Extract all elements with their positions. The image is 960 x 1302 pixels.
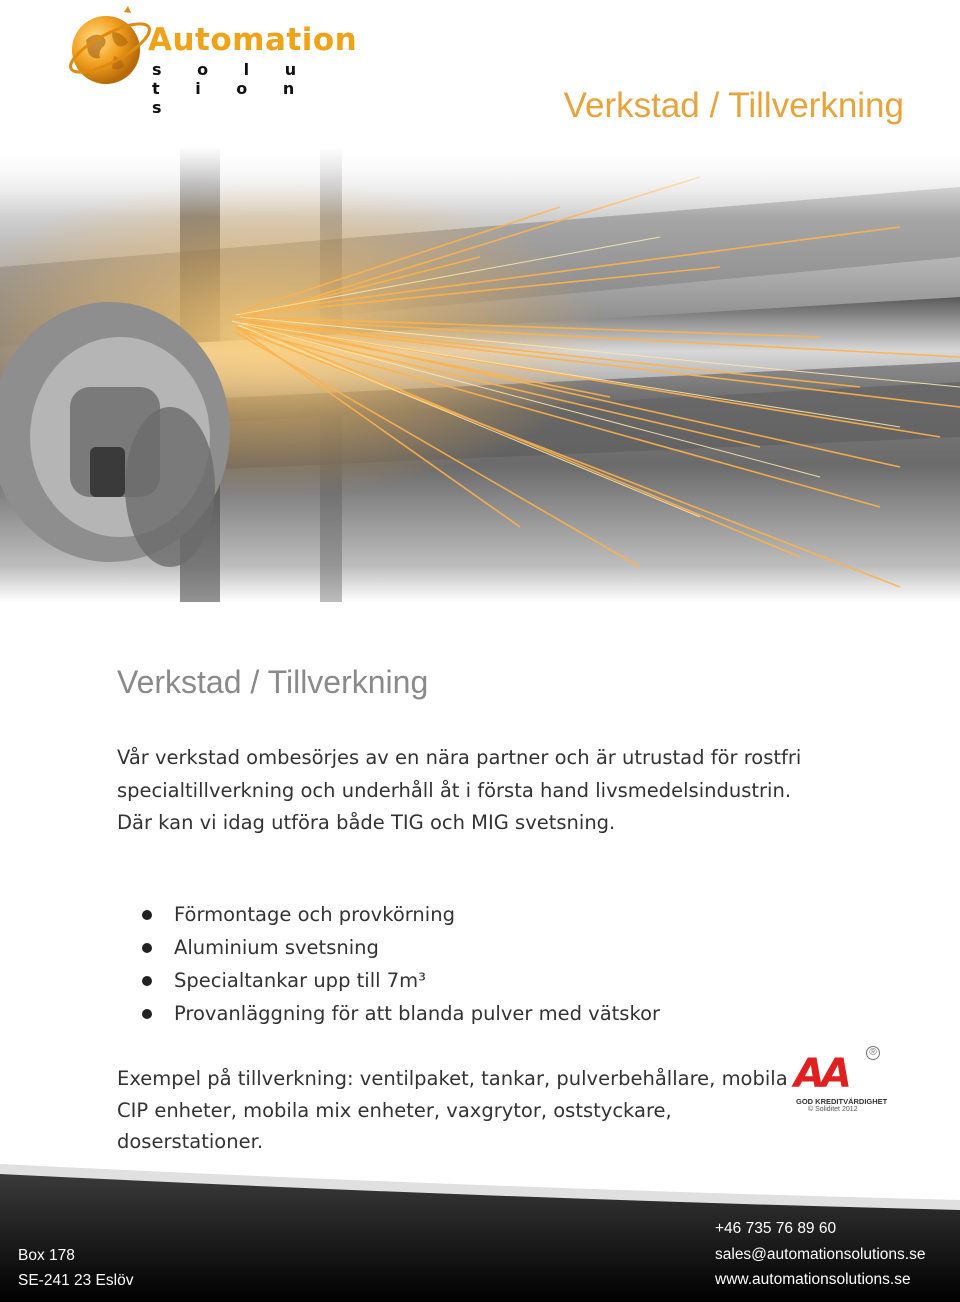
- hero-image: [0, 147, 960, 602]
- badge-copyright: © Soliditet 2012: [808, 1106, 858, 1113]
- bullet-icon: [142, 943, 152, 953]
- list-item: Provanläggning för att blanda pulver med vätskor: [142, 997, 660, 1030]
- address-line: Box 178: [18, 1247, 75, 1264]
- footer-address: [18, 1243, 133, 1293]
- website-link[interactable]: www.automationsolutions.se: [715, 1271, 911, 1288]
- badge-letters: AA: [794, 1051, 848, 1097]
- example-paragraph: Exempel på tillverkning: ventilpaket, tankar, pulverbehållare, mobila CIP enheter, mobila mix enheter, vaxgrytor, oststyckare, doserstationer.: [117, 1067, 788, 1153]
- address-line: SE-241 23 Eslöv: [18, 1272, 134, 1289]
- grinding-sparks-image: [0, 147, 960, 602]
- list-item: Aluminium svetsning: [142, 931, 660, 964]
- company-logo: [64, 4, 358, 117]
- list-item: Förmontage och provkörning: [142, 898, 660, 931]
- bullet-icon: [142, 910, 152, 920]
- main-heading: Verkstad / Tillverkning: [117, 664, 429, 700]
- registered-mark-icon: ®: [866, 1046, 880, 1060]
- intro-paragraph: Vår verkstad ombesörjes av en nära partner och är utrustad för rostfri specialtillverkning och underhåll åt i första hand livsmedelsindustrin. Där kan vi idag utföra både TIG och MIG svetsning.: [117, 746, 802, 834]
- credit-rating-badge: [794, 1046, 888, 1116]
- feature-list: [142, 898, 660, 1030]
- globe-logo-icon: [64, 4, 154, 90]
- footer-contact: [715, 1216, 925, 1293]
- bullet-icon: [142, 976, 152, 986]
- badge-caption: GOD KREDITVÄRDIGHET: [796, 1097, 888, 1106]
- phone-number: +46 735 76 89 60: [715, 1220, 837, 1237]
- list-item: Specialtankar upp till 7m³: [142, 964, 660, 997]
- logo-wordmark: Automation: [148, 22, 358, 58]
- email-link[interactable]: sales@automationsolutions.se: [715, 1245, 926, 1263]
- logo-tagline: s o l u t i o n s: [152, 60, 312, 117]
- header-title: Verkstad / Tillverkning: [563, 86, 904, 125]
- bullet-icon: [142, 1009, 152, 1019]
